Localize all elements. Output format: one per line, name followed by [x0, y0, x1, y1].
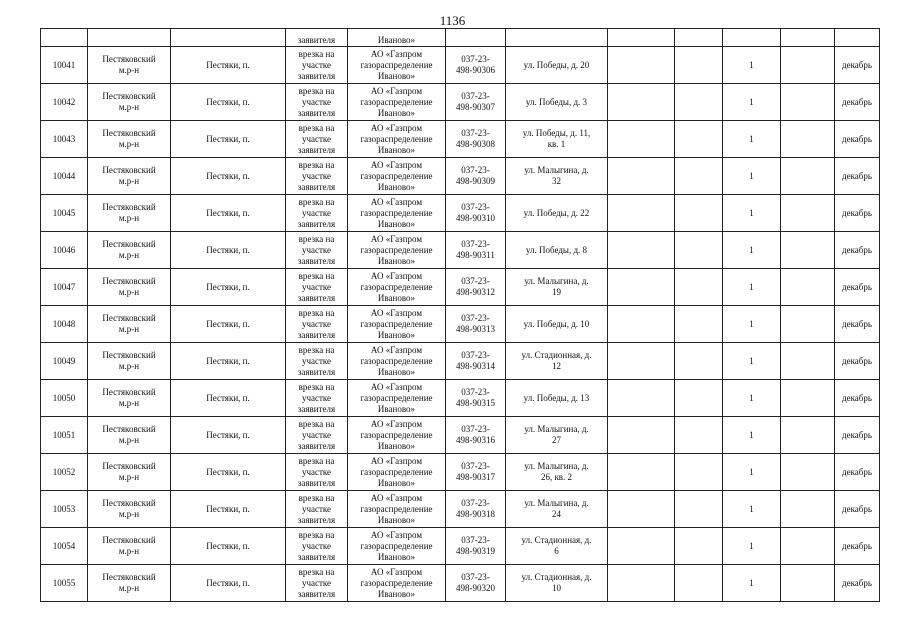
cell-empty: [608, 29, 675, 47]
cell-month: декабрь: [835, 84, 880, 121]
cell-organization: АО «Газпром газораспределение Иваново»: [348, 528, 446, 565]
cell-district: Пестяковский м.р-н: [88, 269, 171, 306]
table-row: [41, 380, 880, 417]
cell-id: 10050: [41, 380, 88, 417]
cell-empty: [675, 491, 723, 528]
cell-address: ул. Малыгина, д. 24: [506, 491, 608, 528]
cell-empty: [781, 195, 835, 232]
cell-empty: [675, 343, 723, 380]
cell-locality: Пестяки, п.: [171, 343, 286, 380]
cell-code: 037-23- 498-90312: [446, 269, 506, 306]
table-row: [41, 565, 880, 602]
cell-empty: [675, 306, 723, 343]
table-row-continued: [41, 29, 880, 47]
cell-organization: АО «Газпром газораспределение Иваново»: [348, 454, 446, 491]
cell-work-type: врезка на участке заявителя: [286, 195, 348, 232]
cell-organization: АО «Газпром газораспределение Иваново»: [348, 491, 446, 528]
cell-empty: [675, 380, 723, 417]
cell-code: 037-23- 498-90320: [446, 565, 506, 602]
cell-count: 1: [723, 84, 781, 121]
cell-empty: [723, 29, 781, 47]
cell-empty: [781, 158, 835, 195]
cell-code: 037-23- 498-90307: [446, 84, 506, 121]
cell-locality: Пестяки, п.: [171, 528, 286, 565]
cell-address: ул. Победы, д. 11, кв. 1: [506, 121, 608, 158]
cell-count: 1: [723, 47, 781, 84]
cell-code: 037-23- 498-90306: [446, 47, 506, 84]
cell-code: 037-23- 498-90309: [446, 158, 506, 195]
cell-empty: [675, 565, 723, 602]
cell-empty: [608, 380, 675, 417]
cell-empty: [608, 232, 675, 269]
cell-organization: АО «Газпром газораспределение Иваново»: [348, 47, 446, 84]
cell-count: 1: [723, 195, 781, 232]
cell-organization: АО «Газпром газораспределение Иваново»: [348, 121, 446, 158]
cell-count: 1: [723, 417, 781, 454]
cell-id: 10046: [41, 232, 88, 269]
cell-count: 1: [723, 565, 781, 602]
cell-empty: [88, 29, 171, 47]
cell-work-type: врезка на участке заявителя: [286, 491, 348, 528]
cell-month: декабрь: [835, 232, 880, 269]
cell-empty: [608, 84, 675, 121]
cell-empty: [608, 565, 675, 602]
cell-locality: Пестяки, п.: [171, 47, 286, 84]
cell-count: 1: [723, 528, 781, 565]
cell-code: 037-23- 498-90311: [446, 232, 506, 269]
cell-count: 1: [723, 121, 781, 158]
cell-locality: Пестяки, п.: [171, 269, 286, 306]
cell-code: 037-23- 498-90317: [446, 454, 506, 491]
cell-month: декабрь: [835, 195, 880, 232]
cell-empty: [675, 232, 723, 269]
cell-work-type: врезка на участке заявителя: [286, 454, 348, 491]
cell-locality: Пестяки, п.: [171, 454, 286, 491]
table-row: [41, 343, 880, 380]
cell-id: 10052: [41, 454, 88, 491]
cell-id: 10054: [41, 528, 88, 565]
cell-month: декабрь: [835, 454, 880, 491]
cell-empty: [781, 232, 835, 269]
cell-district: Пестяковский м.р-н: [88, 565, 171, 602]
cell-count: 1: [723, 269, 781, 306]
cell-month: декабрь: [835, 343, 880, 380]
cell-id: 10048: [41, 306, 88, 343]
cell-id: 10053: [41, 491, 88, 528]
cell-month: декабрь: [835, 528, 880, 565]
table-row: [41, 491, 880, 528]
cell-address: ул. Победы, д. 8: [506, 232, 608, 269]
cell-locality: Пестяки, п.: [171, 491, 286, 528]
cell-empty: [608, 491, 675, 528]
cell-count: 1: [723, 343, 781, 380]
cell-locality: Пестяки, п.: [171, 121, 286, 158]
cell-organization: АО «Газпром газораспределение Иваново»: [348, 195, 446, 232]
table-row: [41, 158, 880, 195]
cell-code: 037-23- 498-90319: [446, 528, 506, 565]
cell-empty: [608, 343, 675, 380]
cell-organization: АО «Газпром газораспределение Иваново»: [348, 232, 446, 269]
cell-organization: АО «Газпром газораспределение Иваново»: [348, 269, 446, 306]
cell-work-type: врезка на участке заявителя: [286, 380, 348, 417]
cell-empty: [608, 306, 675, 343]
cell-empty: [608, 454, 675, 491]
cell-empty: [781, 491, 835, 528]
table-row: [41, 454, 880, 491]
cell-locality: Пестяки, п.: [171, 232, 286, 269]
cell-address: ул. Победы, д. 13: [506, 380, 608, 417]
page-number: 1136: [439, 13, 466, 28]
table-row: [41, 195, 880, 232]
cell-count: 1: [723, 380, 781, 417]
cell-empty: [41, 29, 88, 47]
cell-empty: [608, 528, 675, 565]
cell-organization: АО «Газпром газораспределение Иваново»: [348, 565, 446, 602]
cell-address: ул. Победы, д. 3: [506, 84, 608, 121]
table-row: [41, 528, 880, 565]
cell-work-type: врезка на участке заявителя: [286, 306, 348, 343]
cell-empty: [446, 29, 506, 47]
cell-id: 10055: [41, 565, 88, 602]
cell-organization: АО «Газпром газораспределение Иваново»: [348, 417, 446, 454]
cell-address: ул. Малыгина, д. 27: [506, 417, 608, 454]
cell-empty: [506, 29, 608, 47]
cell-address: ул. Малыгина, д. 32: [506, 158, 608, 195]
cell-locality: Пестяки, п.: [171, 417, 286, 454]
cell-address: ул. Победы, д. 22: [506, 195, 608, 232]
cell-empty: [675, 158, 723, 195]
cell-id: 10045: [41, 195, 88, 232]
cell-work-type: врезка на участке заявителя: [286, 158, 348, 195]
cell-empty: [675, 47, 723, 84]
table-row: [41, 121, 880, 158]
cell-district: Пестяковский м.р-н: [88, 306, 171, 343]
cell-address: ул. Стадионная, д. 6: [506, 528, 608, 565]
table-row: [41, 232, 880, 269]
cell-count: 1: [723, 232, 781, 269]
cell-locality: Пестяки, п.: [171, 565, 286, 602]
cell-district: Пестяковский м.р-н: [88, 195, 171, 232]
cell-id: 10043: [41, 121, 88, 158]
cell-district: Пестяковский м.р-н: [88, 528, 171, 565]
cell-district: Пестяковский м.р-н: [88, 84, 171, 121]
cell-locality: Пестяки, п.: [171, 380, 286, 417]
cell-month: декабрь: [835, 158, 880, 195]
table-row: [41, 47, 880, 84]
cell-empty: [781, 417, 835, 454]
cell-address: ул. Стадионная, д. 12: [506, 343, 608, 380]
cell-work-type: врезка на участке заявителя: [286, 121, 348, 158]
cell-code: 037-23- 498-90310: [446, 195, 506, 232]
cell-count: 1: [723, 454, 781, 491]
cell-district: Пестяковский м.р-н: [88, 417, 171, 454]
cell-empty: [675, 269, 723, 306]
cell-empty: [781, 528, 835, 565]
cell-district: Пестяковский м.р-н: [88, 380, 171, 417]
table-row: [41, 269, 880, 306]
cell-count: 1: [723, 491, 781, 528]
cell-id: 10049: [41, 343, 88, 380]
cell-month: декабрь: [835, 306, 880, 343]
cell-work-type: врезка на участке заявителя: [286, 343, 348, 380]
cell-address: ул. Стадионная, д. 10: [506, 565, 608, 602]
cell-address: ул. Победы, д. 20: [506, 47, 608, 84]
cell-month: декабрь: [835, 47, 880, 84]
cell-count: 1: [723, 306, 781, 343]
cell-empty: [781, 454, 835, 491]
table-row: [41, 417, 880, 454]
cell-id: 10042: [41, 84, 88, 121]
cell-locality: Пестяки, п.: [171, 306, 286, 343]
cell-district: Пестяковский м.р-н: [88, 232, 171, 269]
cell-month: декабрь: [835, 269, 880, 306]
cell-empty: [781, 565, 835, 602]
cell-month: декабрь: [835, 491, 880, 528]
cell-month: декабрь: [835, 565, 880, 602]
cell-empty: [171, 29, 286, 47]
cell-empty: [675, 417, 723, 454]
cell-code: 037-23- 498-90316: [446, 417, 506, 454]
cell-organization: АО «Газпром газораспределение Иваново»: [348, 84, 446, 121]
cell-empty: [675, 84, 723, 121]
cell-district: Пестяковский м.р-н: [88, 343, 171, 380]
cell-work-type: врезка на участке заявителя: [286, 47, 348, 84]
cell-empty: [608, 195, 675, 232]
cell-empty: [781, 380, 835, 417]
cell-empty: [781, 269, 835, 306]
cell-empty: [781, 306, 835, 343]
cell-empty: [608, 158, 675, 195]
cell-address: ул. Победы, д. 10: [506, 306, 608, 343]
table-row: [41, 306, 880, 343]
cell-code: 037-23- 498-90313: [446, 306, 506, 343]
cell-locality: Пестяки, п.: [171, 195, 286, 232]
cell-code: 037-23- 498-90314: [446, 343, 506, 380]
cell-empty: [675, 528, 723, 565]
cell-empty: [781, 47, 835, 84]
cell-empty: [781, 343, 835, 380]
cell-work-type: заявителя: [286, 29, 348, 47]
cell-work-type: врезка на участке заявителя: [286, 417, 348, 454]
cell-locality: Пестяки, п.: [171, 84, 286, 121]
cell-empty: [675, 29, 723, 47]
cell-district: Пестяковский м.р-н: [88, 454, 171, 491]
cell-empty: [781, 84, 835, 121]
cell-id: 10047: [41, 269, 88, 306]
cell-empty: [781, 29, 835, 47]
cell-month: декабрь: [835, 121, 880, 158]
cell-empty: [608, 47, 675, 84]
cell-district: Пестяковский м.р-н: [88, 491, 171, 528]
cell-empty: [608, 121, 675, 158]
cell-code: 037-23- 498-90308: [446, 121, 506, 158]
cell-empty: [608, 269, 675, 306]
cell-empty: [835, 29, 880, 47]
cell-work-type: врезка на участке заявителя: [286, 84, 348, 121]
gas-connection-table: [40, 28, 880, 602]
cell-month: декабрь: [835, 380, 880, 417]
cell-empty: [608, 417, 675, 454]
cell-locality: Пестяки, п.: [171, 158, 286, 195]
cell-organization: АО «Газпром газораспределение Иваново»: [348, 306, 446, 343]
table-row: [41, 84, 880, 121]
cell-code: 037-23- 498-90318: [446, 491, 506, 528]
cell-code: 037-23- 498-90315: [446, 380, 506, 417]
cell-month: декабрь: [835, 417, 880, 454]
cell-work-type: врезка на участке заявителя: [286, 269, 348, 306]
cell-id: 10041: [41, 47, 88, 84]
cell-empty: [781, 121, 835, 158]
cell-organization: АО «Газпром газораспределение Иваново»: [348, 158, 446, 195]
cell-empty: [675, 121, 723, 158]
cell-work-type: врезка на участке заявителя: [286, 528, 348, 565]
cell-count: 1: [723, 158, 781, 195]
cell-organization: АО «Газпром газораспределение Иваново»: [348, 380, 446, 417]
cell-organization: АО «Газпром газораспределение Иваново»: [348, 343, 446, 380]
cell-work-type: врезка на участке заявителя: [286, 565, 348, 602]
cell-work-type: врезка на участке заявителя: [286, 232, 348, 269]
cell-district: Пестяковский м.р-н: [88, 158, 171, 195]
cell-empty: [675, 454, 723, 491]
cell-district: Пестяковский м.р-н: [88, 121, 171, 158]
cell-organization: Иваново»: [348, 29, 446, 47]
cell-district: Пестяковский м.р-н: [88, 47, 171, 84]
cell-address: ул. Малыгина, д. 19: [506, 269, 608, 306]
cell-address: ул. Малыгина, д. 26, кв. 2: [506, 454, 608, 491]
cell-id: 10044: [41, 158, 88, 195]
cell-empty: [675, 195, 723, 232]
cell-id: 10051: [41, 417, 88, 454]
